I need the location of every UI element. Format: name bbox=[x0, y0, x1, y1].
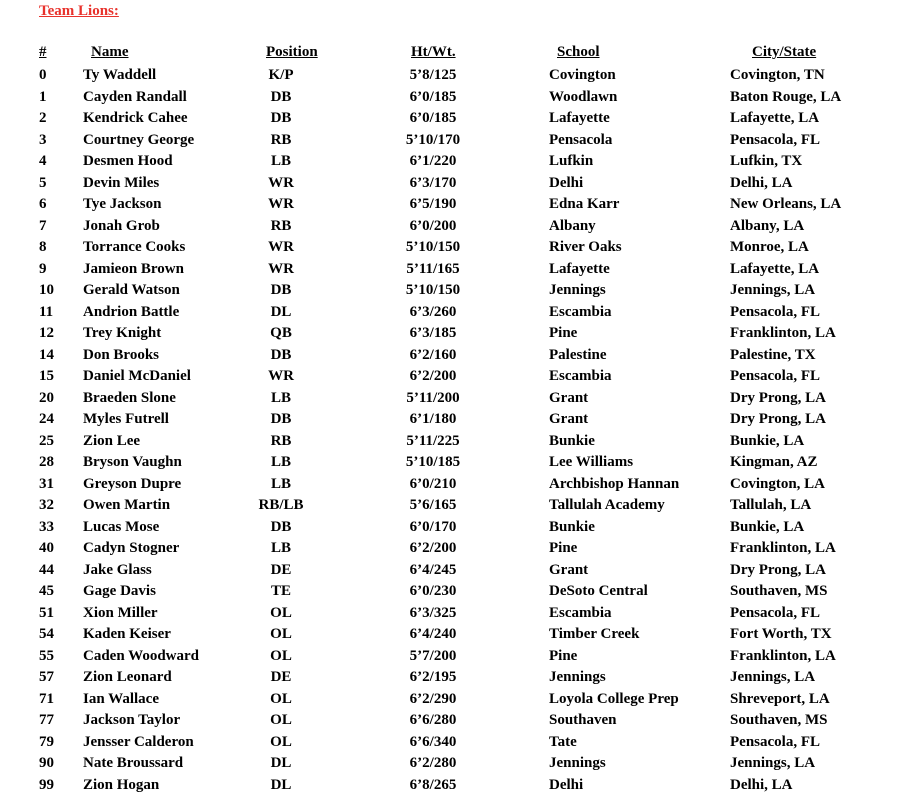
player-number: 79 bbox=[39, 733, 54, 750]
player-school: Grant bbox=[549, 561, 589, 578]
player-position: DE bbox=[270, 669, 292, 685]
player-school: Edna Karr bbox=[549, 196, 620, 212]
table-row bbox=[0, 711, 913, 733]
player-school: Lafayette bbox=[549, 260, 610, 277]
player-school: River Oaks bbox=[549, 239, 622, 255]
player-city-state: Dry Prong, LA bbox=[730, 561, 826, 578]
player-name: Bryson Vaughn bbox=[83, 454, 182, 470]
player-number: 99 bbox=[39, 776, 54, 793]
player-height-weight: 5’10/170 bbox=[405, 131, 461, 148]
header-position: Position bbox=[266, 44, 318, 60]
player-school: Grant bbox=[549, 411, 589, 427]
player-name: Jake Glass bbox=[83, 561, 152, 578]
player-number: 7 bbox=[39, 217, 47, 234]
player-city-state: Shreveport, LA bbox=[730, 690, 830, 707]
player-height-weight: 6’3/260 bbox=[409, 303, 457, 320]
header-city-state: City/State bbox=[752, 44, 817, 60]
table-row bbox=[0, 582, 913, 604]
player-height-weight: 5’7/200 bbox=[409, 647, 457, 664]
player-city-state: Jennings, LA bbox=[730, 669, 816, 685]
table-row bbox=[0, 754, 913, 776]
player-number: 57 bbox=[39, 669, 54, 685]
player-position: QB bbox=[270, 325, 292, 341]
player-number: 8 bbox=[39, 239, 47, 255]
header-height-weight: Ht/Wt. bbox=[411, 44, 456, 60]
player-city-state: Monroe, LA bbox=[730, 239, 809, 255]
player-height-weight: 6’0/210 bbox=[409, 475, 457, 492]
table-row bbox=[0, 496, 913, 518]
player-position: DB bbox=[270, 282, 292, 298]
player-name: Xion Miller bbox=[83, 604, 158, 621]
player-height-weight: 5’10/185 bbox=[405, 454, 461, 470]
player-school: Lafayette bbox=[549, 110, 610, 126]
player-name: Braeden Slone bbox=[83, 389, 176, 406]
table-row bbox=[0, 324, 913, 346]
player-name: Zion Hogan bbox=[83, 776, 160, 793]
player-position: RB bbox=[270, 217, 292, 234]
player-name: Don Brooks bbox=[83, 346, 159, 363]
player-height-weight: 6’8/265 bbox=[409, 776, 457, 793]
player-position: OL bbox=[270, 626, 292, 642]
player-school: Albany bbox=[549, 217, 596, 234]
player-school: Woodlawn bbox=[549, 88, 618, 105]
table-row bbox=[0, 518, 913, 540]
player-school: Jennings bbox=[549, 755, 606, 771]
player-city-state: Franklinton, LA bbox=[730, 325, 836, 341]
player-school: Jennings bbox=[549, 282, 606, 298]
player-number: 25 bbox=[39, 432, 54, 449]
player-position: DB bbox=[270, 411, 292, 427]
player-number: 1 bbox=[39, 88, 47, 105]
table-row bbox=[0, 625, 913, 647]
player-number: 40 bbox=[39, 540, 54, 556]
table-row bbox=[0, 346, 913, 368]
player-height-weight: 6’0/170 bbox=[409, 518, 457, 535]
table-row bbox=[0, 195, 913, 217]
player-name: Owen Martin bbox=[83, 497, 171, 513]
table-row bbox=[0, 66, 913, 88]
player-height-weight: 6’2/195 bbox=[409, 669, 457, 685]
player-height-weight: 5’11/165 bbox=[406, 260, 460, 277]
player-number: 6 bbox=[39, 196, 47, 212]
player-city-state: Covington, LA bbox=[730, 475, 826, 492]
header-name: Name bbox=[91, 44, 129, 60]
player-number: 4 bbox=[39, 153, 47, 169]
player-number: 45 bbox=[39, 583, 54, 599]
player-position: DB bbox=[270, 346, 292, 363]
player-city-state: Fort Worth, TX bbox=[730, 626, 832, 642]
player-position: WR bbox=[268, 260, 294, 277]
table-row bbox=[0, 260, 913, 282]
player-school: DeSoto Central bbox=[549, 583, 648, 599]
player-position: OL bbox=[270, 647, 292, 664]
player-height-weight: 5’6/165 bbox=[409, 497, 457, 513]
player-school: Escambia bbox=[549, 303, 612, 320]
header-school: School bbox=[557, 44, 600, 60]
player-school: Escambia bbox=[549, 604, 612, 621]
table-row bbox=[0, 303, 913, 325]
player-position: LB bbox=[270, 454, 292, 470]
player-name: Jensser Calderon bbox=[83, 733, 194, 750]
table-row bbox=[0, 668, 913, 690]
player-height-weight: 6’4/245 bbox=[409, 561, 457, 578]
player-height-weight: 5’11/225 bbox=[406, 432, 460, 449]
player-city-state: Delhi, LA bbox=[730, 174, 793, 191]
player-school: Delhi bbox=[549, 776, 584, 793]
table-row bbox=[0, 604, 913, 626]
table-row bbox=[0, 281, 913, 303]
player-height-weight: 6’2/200 bbox=[409, 368, 457, 384]
player-height-weight: 6’6/280 bbox=[409, 712, 457, 728]
player-city-state: Lufkin, TX bbox=[730, 153, 803, 169]
player-school: Lee Williams bbox=[549, 454, 634, 470]
player-height-weight: 6’0/185 bbox=[409, 88, 457, 105]
player-school: Lufkin bbox=[549, 153, 594, 169]
player-school: Loyola College Prep bbox=[549, 690, 679, 707]
player-position: OL bbox=[270, 604, 292, 621]
player-position: TE bbox=[270, 583, 292, 599]
player-name: Cayden Randall bbox=[83, 88, 187, 105]
player-number: 51 bbox=[39, 604, 54, 621]
player-number: 2 bbox=[39, 110, 47, 126]
player-school: Bunkie bbox=[549, 432, 595, 449]
player-name: Kaden Keiser bbox=[83, 626, 171, 642]
player-number: 0 bbox=[39, 67, 47, 83]
player-city-state: Covington, TN bbox=[730, 67, 825, 83]
player-number: 9 bbox=[39, 260, 47, 277]
player-height-weight: 6’5/190 bbox=[409, 196, 457, 212]
player-name: Jackson Taylor bbox=[83, 712, 181, 728]
player-name: Gage Davis bbox=[83, 583, 156, 599]
player-position: DB bbox=[270, 88, 292, 105]
player-school: Escambia bbox=[549, 368, 612, 384]
table-row bbox=[0, 389, 913, 411]
player-school: Pensacola bbox=[549, 131, 613, 148]
player-name: Jonah Grob bbox=[83, 217, 160, 234]
player-city-state: Lafayette, LA bbox=[730, 110, 820, 126]
table-row bbox=[0, 109, 913, 131]
player-name: Jamieon Brown bbox=[83, 260, 184, 277]
player-height-weight: 6’3/325 bbox=[409, 604, 457, 621]
player-school: Palestine bbox=[549, 346, 607, 363]
player-position: DB bbox=[270, 110, 292, 126]
player-height-weight: 6’2/200 bbox=[409, 540, 457, 556]
table-row bbox=[0, 561, 913, 583]
table-row bbox=[0, 131, 913, 153]
player-city-state: Southaven, MS bbox=[730, 712, 828, 728]
player-name: Tye Jackson bbox=[83, 196, 162, 212]
player-city-state: Bunkie, LA bbox=[730, 432, 805, 449]
table-row bbox=[0, 733, 913, 755]
player-position: DE bbox=[270, 561, 292, 578]
player-city-state: Franklinton, LA bbox=[730, 540, 836, 556]
player-city-state: Baton Rouge, LA bbox=[730, 88, 842, 105]
table-row bbox=[0, 367, 913, 389]
player-height-weight: 6’3/170 bbox=[409, 174, 457, 191]
player-school: Timber Creek bbox=[549, 626, 640, 642]
player-name: Courtney George bbox=[83, 131, 195, 148]
player-height-weight: 6’2/160 bbox=[409, 346, 457, 363]
player-number: 71 bbox=[39, 690, 54, 707]
player-city-state: Palestine, TX bbox=[730, 346, 816, 363]
player-school: Grant bbox=[549, 389, 589, 406]
player-city-state: Tallulah, LA bbox=[730, 497, 812, 513]
player-number: 10 bbox=[39, 282, 54, 298]
player-city-state: New Orleans, LA bbox=[730, 196, 842, 212]
player-city-state: Pensacola, FL bbox=[730, 368, 820, 384]
player-number: 33 bbox=[39, 518, 54, 535]
player-number: 5 bbox=[39, 174, 47, 191]
table-header bbox=[0, 44, 913, 64]
player-city-state: Pensacola, FL bbox=[730, 131, 820, 148]
player-city-state: Lafayette, LA bbox=[730, 260, 820, 277]
player-city-state: Southaven, MS bbox=[730, 583, 828, 599]
player-city-state: Kingman, AZ bbox=[730, 454, 818, 470]
player-position: RB/LB bbox=[258, 497, 304, 513]
player-city-state: Bunkie, LA bbox=[730, 518, 805, 535]
table-row bbox=[0, 238, 913, 260]
player-height-weight: 6’0/200 bbox=[409, 217, 457, 234]
player-height-weight: 5’8/125 bbox=[409, 67, 457, 83]
player-name: Ian Wallace bbox=[83, 690, 159, 707]
player-number: 31 bbox=[39, 475, 54, 492]
player-city-state: Dry Prong, LA bbox=[730, 411, 826, 427]
table-row bbox=[0, 152, 913, 174]
player-school: Tallulah Academy bbox=[549, 497, 665, 513]
player-name: Gerald Watson bbox=[83, 282, 180, 298]
player-school: Southaven bbox=[549, 712, 617, 728]
player-name: Greyson Dupre bbox=[83, 475, 182, 492]
player-name: Cadyn Stogner bbox=[83, 540, 180, 556]
player-city-state: Franklinton, LA bbox=[730, 647, 836, 664]
player-name: Nate Broussard bbox=[83, 755, 184, 771]
player-school: Pine bbox=[549, 540, 578, 556]
player-position: LB bbox=[270, 389, 292, 406]
player-name: Desmen Hood bbox=[83, 153, 173, 169]
player-name: Ty Waddell bbox=[83, 67, 157, 83]
table-row bbox=[0, 647, 913, 669]
player-school: Bunkie bbox=[549, 518, 595, 535]
roster-table bbox=[0, 66, 913, 797]
player-school: Covington bbox=[549, 67, 616, 83]
player-position: OL bbox=[270, 690, 292, 707]
player-city-state: Pensacola, FL bbox=[730, 733, 820, 750]
player-height-weight: 5’11/200 bbox=[406, 389, 460, 406]
table-row bbox=[0, 776, 913, 798]
player-height-weight: 6’4/240 bbox=[409, 626, 457, 642]
player-city-state: Dry Prong, LA bbox=[730, 389, 826, 406]
player-height-weight: 6’6/340 bbox=[409, 733, 457, 750]
player-number: 24 bbox=[39, 411, 54, 427]
player-name: Caden Woodward bbox=[83, 647, 200, 664]
player-position: DL bbox=[270, 755, 292, 771]
player-height-weight: 6’1/180 bbox=[409, 411, 457, 427]
player-city-state: Albany, LA bbox=[730, 217, 805, 234]
player-position: DL bbox=[270, 776, 292, 793]
player-name: Myles Futrell bbox=[83, 411, 169, 427]
table-row bbox=[0, 174, 913, 196]
player-position: DB bbox=[270, 518, 292, 535]
player-name: Daniel McDaniel bbox=[83, 368, 191, 384]
player-name: Torrance Cooks bbox=[83, 239, 186, 255]
player-city-state: Jennings, LA bbox=[730, 755, 816, 771]
player-city-state: Pensacola, FL bbox=[730, 604, 820, 621]
player-height-weight: 6’2/280 bbox=[409, 755, 457, 771]
player-name: Zion Leonard bbox=[83, 669, 172, 685]
player-number: 44 bbox=[39, 561, 54, 578]
player-city-state: Jennings, LA bbox=[730, 282, 816, 298]
player-city-state: Pensacola, FL bbox=[730, 303, 820, 320]
player-number: 15 bbox=[39, 368, 54, 384]
player-position: RB bbox=[270, 432, 292, 449]
player-number: 90 bbox=[39, 755, 54, 771]
player-position: WR bbox=[268, 174, 294, 191]
player-school: Pine bbox=[549, 325, 578, 341]
player-number: 28 bbox=[39, 454, 54, 470]
header-number: # bbox=[39, 44, 47, 60]
player-number: 32 bbox=[39, 497, 54, 513]
player-height-weight: 6’0/230 bbox=[409, 583, 457, 599]
player-school: Archbishop Hannan bbox=[549, 475, 680, 492]
table-row bbox=[0, 88, 913, 110]
table-row bbox=[0, 453, 913, 475]
player-name: Trey Knight bbox=[83, 325, 162, 341]
player-height-weight: 6’2/290 bbox=[409, 690, 457, 707]
player-height-weight: 6’1/220 bbox=[409, 153, 457, 169]
table-row bbox=[0, 217, 913, 239]
player-city-state: Delhi, LA bbox=[730, 776, 793, 793]
player-number: 54 bbox=[39, 626, 54, 642]
table-row bbox=[0, 690, 913, 712]
player-number: 55 bbox=[39, 647, 54, 664]
player-number: 77 bbox=[39, 712, 54, 728]
player-position: LB bbox=[270, 475, 292, 492]
player-name: Lucas Mose bbox=[83, 518, 160, 535]
player-school: Jennings bbox=[549, 669, 606, 685]
table-row bbox=[0, 410, 913, 432]
player-number: 14 bbox=[39, 346, 54, 363]
player-height-weight: 5’10/150 bbox=[405, 239, 461, 255]
table-row bbox=[0, 475, 913, 497]
player-position: WR bbox=[268, 239, 294, 255]
player-height-weight: 6’0/185 bbox=[409, 110, 457, 126]
player-number: 3 bbox=[39, 131, 47, 148]
player-position: K/P bbox=[268, 67, 294, 83]
player-position: LB bbox=[270, 540, 292, 556]
player-school: Tate bbox=[549, 733, 577, 750]
player-name: Andrion Battle bbox=[83, 303, 180, 320]
player-position: WR bbox=[268, 368, 294, 384]
table-row bbox=[0, 539, 913, 561]
player-school: Delhi bbox=[549, 174, 584, 191]
player-height-weight: 6’3/185 bbox=[409, 325, 457, 341]
player-height-weight: 5’10/150 bbox=[405, 282, 461, 298]
player-number: 20 bbox=[39, 389, 54, 406]
player-number: 11 bbox=[39, 303, 54, 320]
table-row bbox=[0, 432, 913, 454]
player-position: DL bbox=[270, 303, 292, 320]
player-number: 12 bbox=[39, 325, 54, 341]
player-name: Devin Miles bbox=[83, 174, 160, 191]
player-name: Kendrick Cahee bbox=[83, 110, 188, 126]
player-school: Pine bbox=[549, 647, 578, 664]
player-position: RB bbox=[270, 131, 292, 148]
player-position: OL bbox=[270, 712, 292, 728]
player-name: Zion Lee bbox=[83, 432, 141, 449]
player-position: OL bbox=[270, 733, 292, 750]
player-position: LB bbox=[270, 153, 292, 169]
player-position: WR bbox=[268, 196, 294, 212]
page-title: Team Lions: bbox=[39, 3, 119, 19]
